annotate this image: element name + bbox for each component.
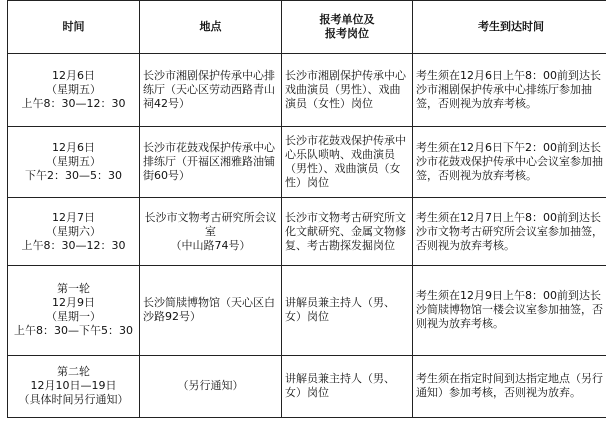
cell-post: 长沙市湘剧保护传承中心戏曲演员（男性）、戏曲演员（女性）岗位 <box>282 54 413 127</box>
cell-arrive: 考生须在12月6日下午2：00前到达长沙市花鼓戏保护传承中心会议室参加抽签，否则视为放弃考核。 <box>413 126 606 198</box>
cell-place: 长沙市花鼓戏保护传承中心排练厅（开福区湘雅路油铺街60号） <box>140 126 282 198</box>
table-row <box>8 126 606 198</box>
table-row <box>8 54 606 127</box>
cell-post: 讲解员兼主持人（男、女）岗位 <box>282 355 413 417</box>
header-post: 报考单位及 报考岗位 <box>282 1 413 54</box>
header-place: 地点 <box>140 1 282 54</box>
cell-place: 长沙市湘剧保护传承中心排练厅（天心区劳动西路青山祠42号） <box>140 54 282 127</box>
cell-time: 12月7日 （星期六） 上午8：30—12：30 <box>8 198 140 265</box>
cell-post: 长沙市文物考古研究所文化文献研究、金属文物修复、考古勘探发掘岗位 <box>282 198 413 265</box>
cell-post: 讲解员兼主持人（男、女）岗位 <box>282 265 413 355</box>
cell-time: 第二轮 12月10日—19日 （具体时间另行通知） <box>8 355 140 417</box>
cell-post: 长沙市花鼓戏保护传承中心乐队唢呐、戏曲演员（男性）、戏曲演员（女性）岗位 <box>282 126 413 198</box>
table-row <box>8 265 606 355</box>
cell-time: 12月6日 （星期五） 下午2：30—5：30 <box>8 126 140 198</box>
cell-place: 长沙简牍博物馆（天心区白沙路92号） <box>140 265 282 355</box>
cell-time: 第一轮 12月9日 （星期一） 上午8：30—下午5：30 <box>8 265 140 355</box>
cell-place: （另行通知） <box>140 355 282 417</box>
header-arrive: 考生到达时间 <box>413 1 606 54</box>
cell-arrive: 考生须在12月7日上午8：00前到达长沙市文物考古研究所会议室参加抽签，否则视为放弃考核。 <box>413 198 606 265</box>
cell-arrive: 考生须在12月6日上午8：00前到达长沙市湘剧保护传承中心排练厅参加抽签，否则视为放弃考核。 <box>413 54 606 127</box>
header-time: 时间 <box>8 1 140 54</box>
schedule-table <box>7 0 606 418</box>
table-header-row <box>8 1 606 54</box>
table-row <box>8 355 606 417</box>
cell-arrive: 考生须在12月9日上午8：00前到达长沙简牍博物馆一楼会议室参加抽签，否则视为放弃考核。 <box>413 265 606 355</box>
cell-place: 长沙市文物考古研究所会议室 （中山路74号） <box>140 198 282 265</box>
cell-arrive: 考生须在指定时间到达指定地点（另行通知）参加考核，否则视为放弃。 <box>413 355 606 417</box>
table-row <box>8 198 606 265</box>
cell-time: 12月6日 （星期五） 上午8：30—12：30 <box>8 54 140 127</box>
